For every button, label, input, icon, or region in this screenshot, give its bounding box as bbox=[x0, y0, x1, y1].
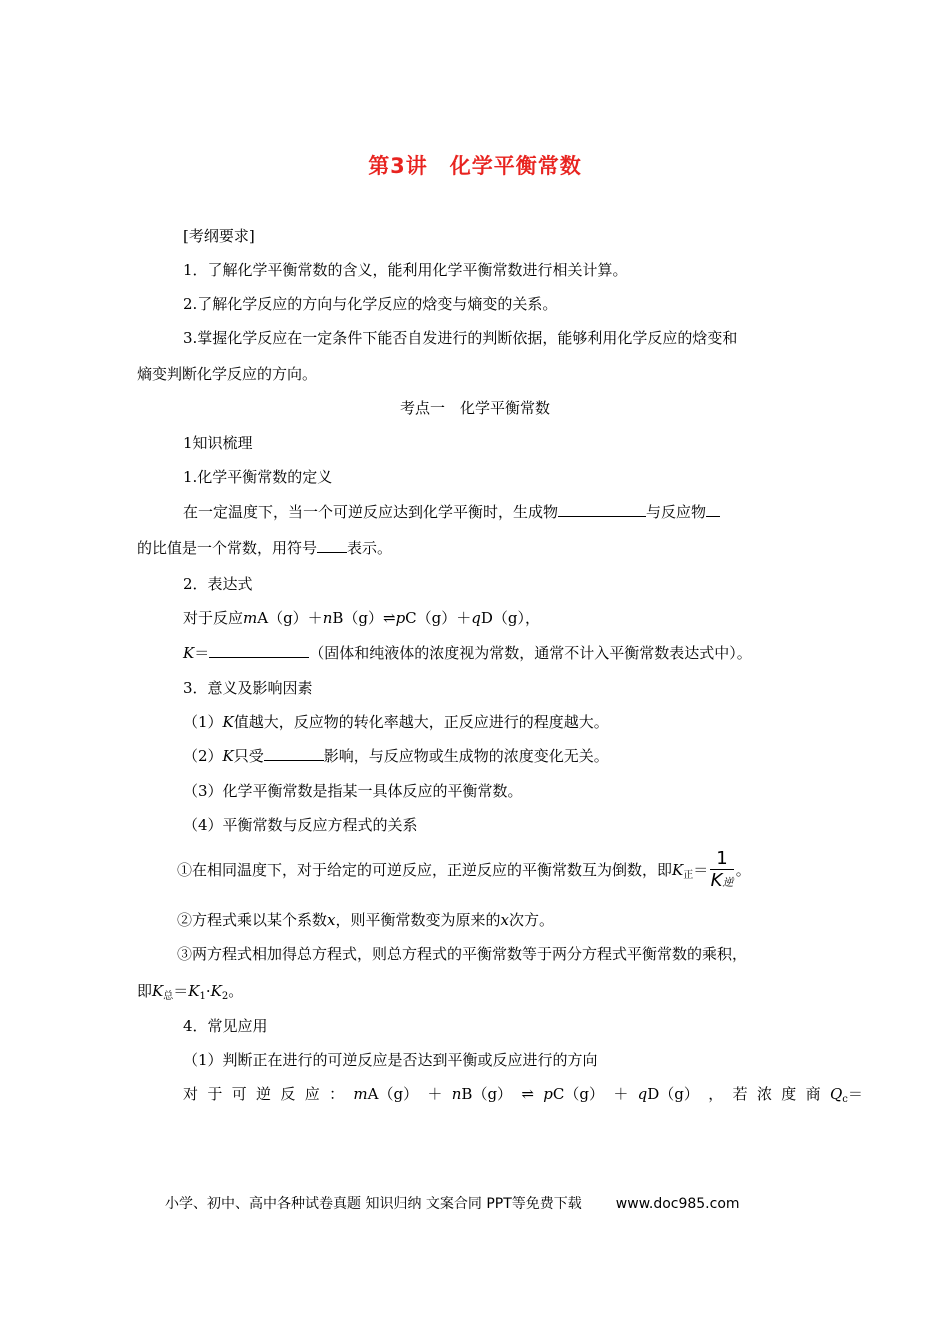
relation-2: ②方程式乘以某个系数x，则平衡常数变为原来的x次方。 bbox=[177, 911, 554, 929]
application-heading: 4．常见应用 bbox=[183, 1017, 268, 1035]
reaction-equation: 对于反应mA（g）＋nB（g）⇌pC（g）＋qD（g）， bbox=[183, 609, 541, 627]
meaning-2: （2）K只受 影响，与反应物或生成物的浓度变化无关。 bbox=[183, 747, 609, 765]
footer-text: 小学、初中、高中各种试卷真题 知识归纳 文案合同 PPT等免费下载 bbox=[165, 1196, 582, 1212]
meaning-heading: 3．意义及影响因素 bbox=[183, 679, 313, 697]
meaning-3: （3）化学平衡常数是指某一具体反应的平衡常数。 bbox=[183, 782, 523, 800]
answer-blank[interactable] bbox=[317, 538, 347, 553]
relation-3-cont: 即$K_总=K_1\cdot K_2$。 bbox=[137, 982, 244, 1002]
definition-heading: 1.化学平衡常数的定义 bbox=[183, 468, 333, 486]
requirement-1: 1．了解化学平衡常数的含义，能利用化学平衡常数进行相关计算。 bbox=[183, 261, 628, 279]
relation-1: ①在相同温度下，对于给定的可逆反应，正逆反应的平衡常数互为倒数，即$K_正=$ $\frac{1}{\text{K逆}}$ 。 bbox=[177, 848, 751, 898]
relation-3: ③两方程式相加得总方程式，则总方程式的平衡常数等于两分方程式平衡常数的乘积， bbox=[177, 945, 748, 963]
expression-heading: 2．表达式 bbox=[183, 575, 253, 593]
application-2: 对 于 可 逆 反 应 ： mA（g） ＋ nB（g） ⇌ pC（g） ＋ qD（g） ， 若 浓 度 商 $Q_c=$ bbox=[183, 1085, 863, 1105]
answer-blank[interactable] bbox=[558, 502, 646, 517]
answer-blank[interactable] bbox=[209, 643, 309, 658]
definition-line-1: 在一定温度下，当一个可逆反应达到化学平衡时，生成物 与反应物 bbox=[183, 502, 720, 522]
k-expression: K＝ （固体和纯液体的浓度视为常数，通常不计入平衡常数表达式中）。 bbox=[183, 644, 752, 662]
definition-line-2: 的比值是一个常数，用符号 表示。 bbox=[137, 539, 393, 557]
footer bbox=[165, 1193, 740, 1213]
requirement-3: 3.掌握化学反应在一定条件下能否自发进行的判断依据，能够利用化学反应的焓变和 bbox=[183, 329, 738, 347]
answer-blank[interactable] bbox=[264, 746, 324, 761]
requirement-2: 2.了解化学反应的方向与化学反应的焓变与熵变的关系。 bbox=[183, 295, 558, 313]
fraction: $\frac{1}{\text{K逆}}$ bbox=[710, 847, 734, 891]
application-1: （1）判断正在进行的可逆反应是否达到平衡或反应进行的方向 bbox=[183, 1051, 598, 1069]
knowledge-heading: 1知识梳理 bbox=[183, 434, 253, 452]
section-title: 考点一 化学平衡常数 bbox=[399, 399, 550, 417]
footer-site-link[interactable]: www.doc985.com bbox=[615, 1196, 740, 1212]
page-title: 第3讲 化学平衡常数 bbox=[368, 154, 582, 178]
requirement-3-cont: 熵变判断化学反应的方向。 bbox=[137, 365, 318, 383]
meaning-4: （4）平衡常数与反应方程式的关系 bbox=[183, 816, 418, 834]
syllabus-heading: [考纲要求] bbox=[183, 227, 255, 245]
meaning-1: （1）K值越大，反应物的转化率越大，正反应进行的程度越大。 bbox=[183, 713, 609, 731]
answer-blank[interactable] bbox=[706, 502, 720, 517]
